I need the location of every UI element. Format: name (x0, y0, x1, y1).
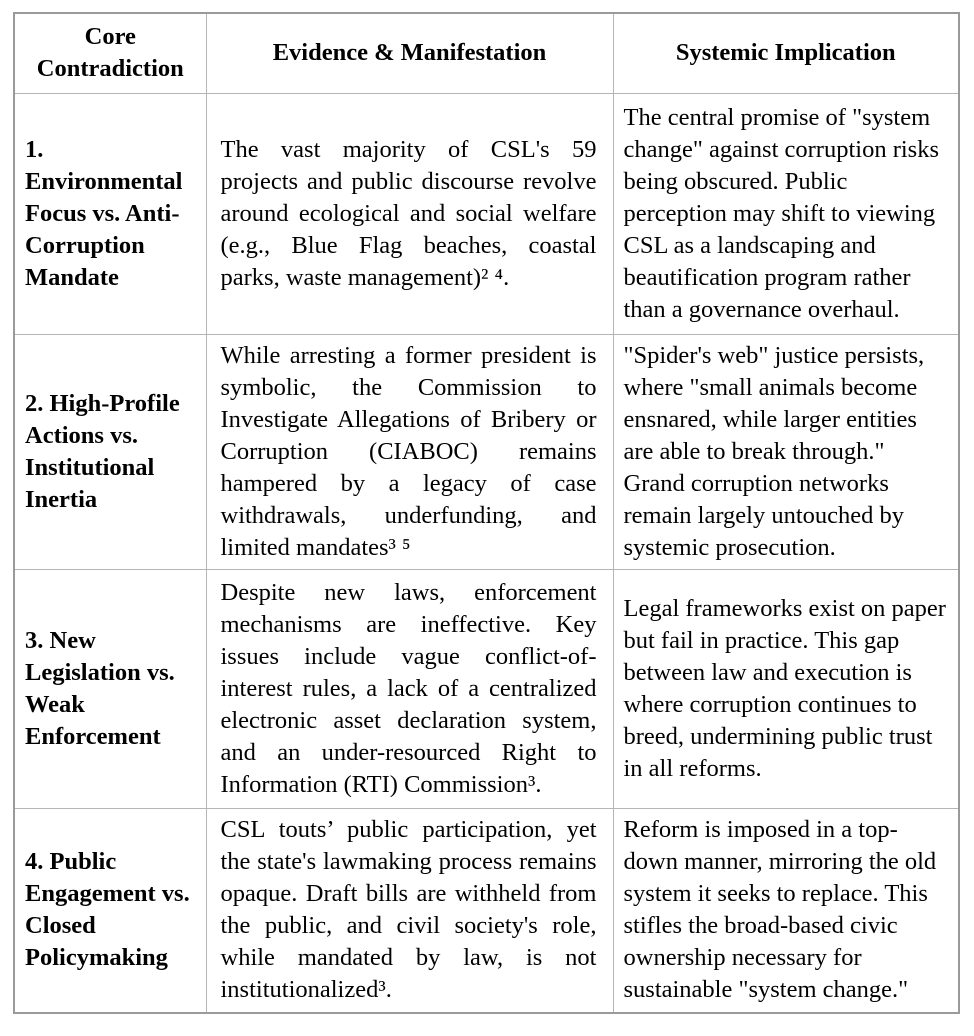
cell-contradiction: 2. High-Profile Actions vs. Institutional Inertia (14, 334, 206, 569)
header-systemic-implication: Systemic Implication (613, 13, 959, 93)
cell-evidence: CSL touts’ public participation, yet the state's lawmaking process remains opaque. Draft bills are withheld from the public, and civil society's role, while mandated by law, is not institutionalized³. (206, 808, 613, 1013)
table-row-new-legislation (14, 569, 959, 808)
cell-implication: "Spider's web" justice persists, where "small animals become ensnared, while larger entities are able to break through." Grand corruption networks remain largely untouched by systemic prosecution. (613, 334, 959, 569)
cell-evidence: Despite new laws, enforcement mechanisms are ineffective. Key issues include vague conflict-of-interest rules, a lack of a centralized electronic asset declaration system, and an under-resourced Right to Information (RTI) Commission³. (206, 569, 613, 808)
table-row-high-profile-actions (14, 334, 959, 569)
table-row-public-engagement (14, 808, 959, 1013)
header-row (14, 13, 959, 93)
cell-contradiction: 1. Environmental Focus vs. Anti-Corruption Mandate (14, 93, 206, 334)
cell-implication: The central promise of "system change" against corruption risks being obscured. Public perception may shift to viewing CSL as a landscaping and beautification program rather than a governance overhaul. (613, 93, 959, 334)
cell-contradiction: 3. New Legislation vs. Weak Enforcement (14, 569, 206, 808)
cell-implication: Reform is imposed in a top-down manner, mirroring the old system it seeks to replace. This stifles the broad-based civic ownership necessary for sustainable "system change." (613, 808, 959, 1013)
header-evidence-manifestation: Evidence & Manifestation (206, 13, 613, 93)
contradictions-table (13, 12, 960, 1014)
header-core-contradiction: Core Contradiction (14, 13, 206, 93)
cell-implication: Legal frameworks exist on paper but fail in practice. This gap between law and execution is where corruption continues to breed, undermining public trust in all reforms. (613, 569, 959, 808)
table-row-environmental-focus (14, 93, 959, 334)
cell-evidence: While arresting a former president is symbolic, the Commission to Investigate Allegations of Bribery or Corruption (CIABOC) remains hampered by a legacy of case withdrawals, underfunding, and limited mandates³ ⁵ (206, 334, 613, 569)
cell-contradiction: 4. Public Engagement vs. Closed Policymaking (14, 808, 206, 1013)
cell-evidence: The vast majority of CSL's 59 projects and public discourse revolve around ecological and social welfare (e.g., Blue Flag beaches, coastal parks, waste management)² ⁴. (206, 93, 613, 334)
